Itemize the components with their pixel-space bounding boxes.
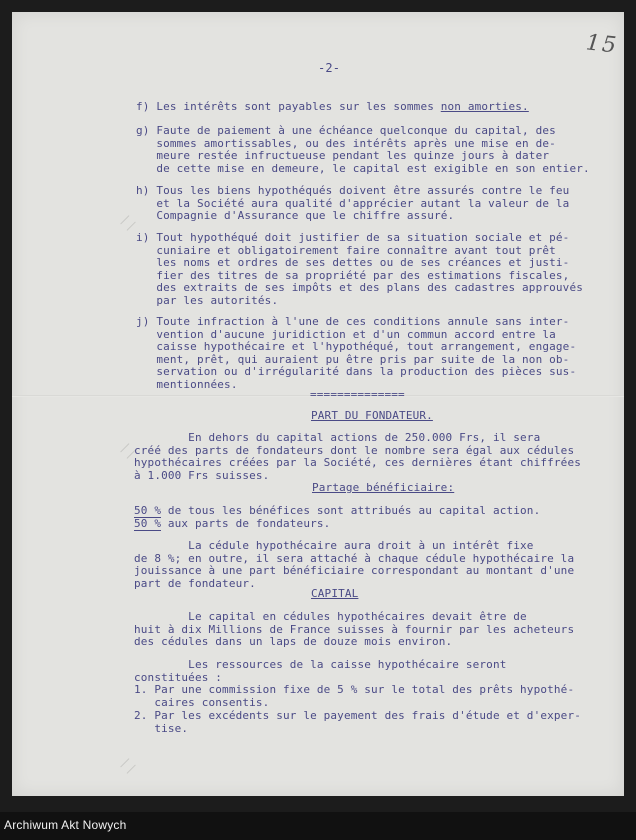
heading-partage-beneficiaire: Partage bénéficiaire: [312, 481, 455, 494]
clause-line: vention d'aucune juridiction et d'un commun accord entre la [136, 327, 556, 341]
share-line-fondateurs: 50 % aux parts de fondateurs. [134, 516, 331, 530]
paragraph-line: à 1.000 Frs suisses. [134, 468, 270, 482]
paragraph-line: des cédules dans un laps de douze mois environ. [134, 635, 453, 649]
clause-line: fier des titres de sa propriété par des estimations fiscales, [136, 268, 570, 282]
paragraph-line: 1. Par une commission fixe de 5 % sur le total des prêts hypothé- [134, 683, 575, 696]
paragraph-line: hypothécaires créées par la Société, ces dernières étant chiffrées [134, 456, 581, 470]
archive-name: Archiwum Akt Nowych [4, 818, 127, 832]
document-page [12, 12, 624, 796]
clause-line: et la Société aura qualité d'apprécier autant la valeur de la [136, 196, 570, 210]
paragraph-line: 2. Par les excédents sur le payement des frais d'étude et d'exper- [134, 709, 581, 722]
hole-punch-mark [120, 758, 136, 774]
hole-punch-mark [120, 215, 136, 231]
paragraph-line: créé des parts de fondateurs dont le nombre sera égal aux cédules [134, 443, 575, 457]
clause-line: i) Tout hypothéqué doit justifier de sa situation sociale et pé- [136, 231, 570, 244]
paragraph-line: caires consentis. [134, 695, 270, 709]
clause-line: sommes amortissables, ou des intérêts après une mise en de- [136, 136, 556, 150]
paragraph-line: Les ressources de la caisse hypothécaire seront [134, 658, 507, 671]
section-separator: ============== [310, 388, 405, 401]
page-number: -2- [318, 61, 341, 75]
paragraph-line: de 8 %; en outre, il sera attaché à chaque cédule hypothécaire la [134, 551, 575, 565]
clause-line: mentionnées. [136, 378, 238, 391]
clause-line: les noms et ordres de ses dettes ou de ses créances et justi- [136, 256, 570, 270]
clause-line: des extraits de ses impôts et des plans des cadastres approuvés [136, 281, 583, 295]
paragraph-line: La cédule hypothécaire aura droit à un intérêt fixe [134, 539, 534, 552]
clause-line: de cette mise en demeure, le capital est exigible en son entier. [136, 161, 590, 175]
share-line-capital: 50 % de tous les bénéfices sont attribués au capital action. [134, 504, 541, 517]
paragraph-line: tise. [134, 721, 189, 735]
clause-line: h) Tous les biens hypothéqués doivent être assurés contre le feu [136, 184, 570, 197]
handwritten-page-number: 15 [584, 30, 620, 59]
clause-f: f) Les intérêts sont payables sur les sommes non amorties. [136, 100, 529, 113]
paragraph-line: part de fondateur. [134, 576, 256, 590]
paragraph-line: huit à dix Millions de France suisses à fournir par les acheteurs [134, 622, 575, 636]
clause-line: j) Toute infraction à l'une de ces conditions annule sans inter- [136, 315, 570, 328]
heading-capital: CAPITAL [311, 587, 359, 600]
clause-line: Compagnie d'Assurance que le chiffre assuré. [136, 209, 455, 223]
clause-line: servation ou d'irrégularité dans la production des pièces sus- [136, 365, 577, 379]
clause-line: cuniaire et obligatoirement faire connaître avant tout prêt [136, 243, 556, 257]
paragraph-line: En dehors du capital actions de 250.000 Frs, il sera [134, 431, 541, 444]
clause-line: caisse hypothécaire et l'hypothéqué, tout arrangement, engage- [136, 340, 577, 354]
clause-line: meure restée infructueuse pendant les quinze jours à dater [136, 149, 550, 163]
clause-line: g) Faute de paiement à une échéance quelconque du capital, des [136, 124, 556, 137]
paragraph-line: constituées : [134, 670, 223, 684]
clause-line: par les autorités. [136, 294, 279, 307]
paragraph-line: Le capital en cédules hypothécaires devait être de [134, 610, 527, 623]
paragraph-line: jouissance à une part bénéficiaire correspondant au montant d'une [134, 564, 575, 578]
archive-footer [0, 812, 636, 840]
heading-part-du-fondateur: PART DU FONDATEUR. [311, 409, 433, 422]
clause-line: ment, prêt, qui auraient pu être pris par suite de la non ob- [136, 352, 570, 366]
